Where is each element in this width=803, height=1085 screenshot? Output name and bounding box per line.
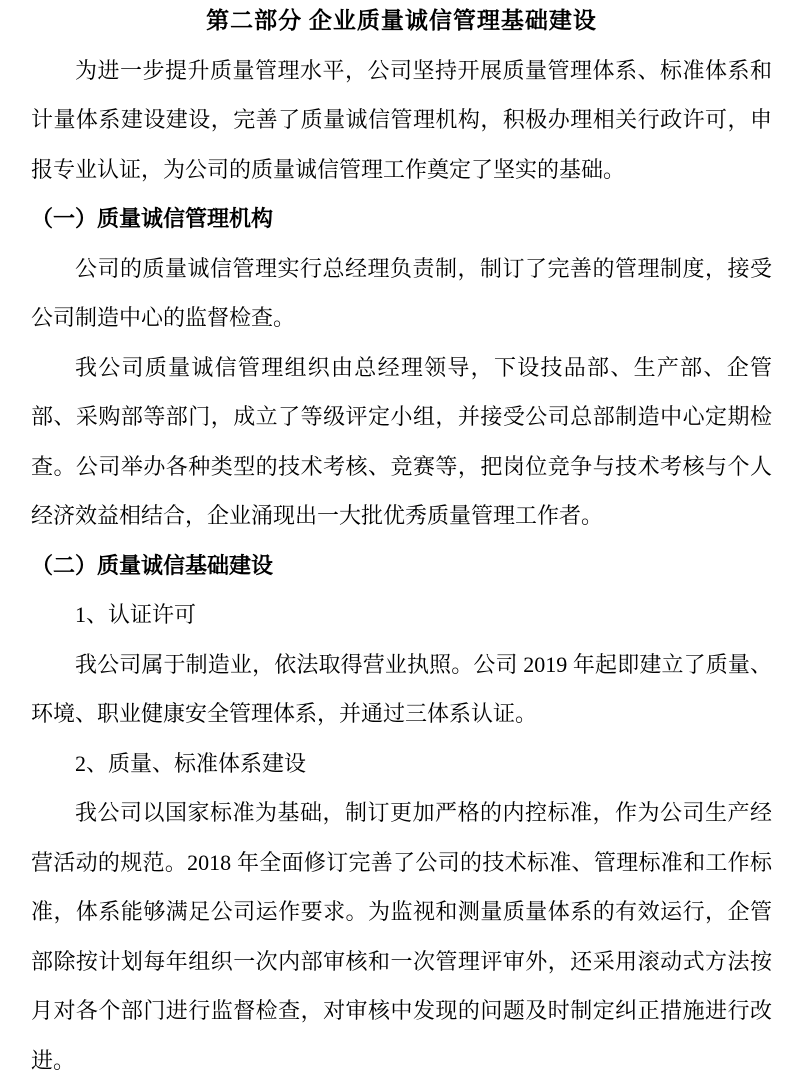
subsection-2-paragraph: 我公司以国家标准为基础，制订更加严格的内控标准，作为公司生产经营活动的规范。2018 年全面修订完善了公司的技术标准、管理标准和工作标准，体系能够满足公司运作要求。为监视和测量质量体系的有效运行，企管部除按计划每年组织一次内部审核和一次管理评审外，还采用滚动式方法按月对各个部门进行监督检查，对审核中发现的问题及时制定纠正措施进行改进。 [31, 800, 772, 1073]
intro-paragraph: 为进一步提升质量管理水平，公司坚持开展质量管理体系、标准体系和计量体系建设建设，完善了质量诚信管理机构，积极办理相关行政许可，申报专业认证，为公司的质量诚信管理工作奠定了坚实的基础。 [31, 57, 772, 182]
section-1-paragraph-1: 公司的质量诚信管理实行总经理负责制，制订了完善的管理制度，接受公司制造中心的监督检查。 [31, 255, 772, 330]
section-1-paragraph-2: 我公司质量诚信管理组织由总经理领导，下设技品部、生产部、企管部、采购部等部门，成立了等级评定小组，并接受公司总部制造中心定期检查。公司举办各种类型的技术考核、竞赛等，把岗位竞争与技术考核与个人经济效益相结合，企业涌现出一大批优秀质量管理工作者。 [31, 354, 772, 528]
section-1-heading: （一）质量诚信管理机构 [31, 206, 274, 231]
document-title: 第二部分 企业质量诚信管理基础建设 [206, 8, 597, 33]
section-2-heading: （二）质量诚信基础建设 [31, 552, 274, 578]
subsection-1-heading: 1、认证许可 [75, 602, 197, 627]
subsection-1-paragraph: 我公司属于制造业，依法取得营业执照。公司 2019 年起即建立了质量、环境、职业健康安全管理体系，并通过三体系认证。 [31, 651, 772, 726]
subsection-2-heading: 2、质量、标准体系建设 [75, 750, 307, 776]
